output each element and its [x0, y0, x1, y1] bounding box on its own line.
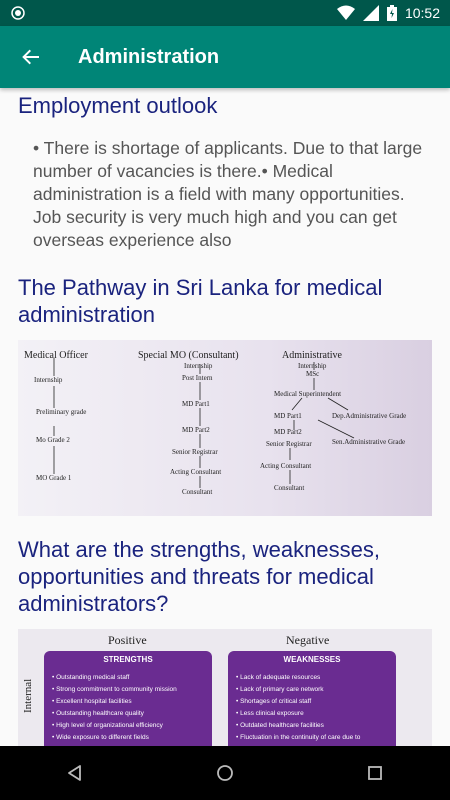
- swot-figure: [18, 629, 432, 746]
- pathway-node: Dep.Administrative Grade: [332, 412, 407, 420]
- pathway-node: Post Intern: [182, 374, 213, 382]
- pathway-node: MD Part2: [182, 426, 210, 434]
- back-triangle-icon[interactable]: [65, 763, 85, 783]
- pathway-node: Acting Consultant: [170, 468, 222, 476]
- pathway-node: MD Part2: [274, 428, 302, 436]
- pathway-node: Consultant: [274, 484, 305, 492]
- pathway-node: Sen.Administrative Grade: [332, 438, 406, 446]
- pathway-node: Mo Grade 2: [36, 436, 70, 444]
- app-bar: [0, 26, 450, 88]
- back-button[interactable]: [0, 26, 62, 88]
- pathway-node: Internship: [34, 376, 63, 384]
- page-title: Administration: [78, 45, 220, 68]
- back-arrow-icon: [21, 47, 41, 67]
- strength-item: • Wide exposure to different fields: [52, 732, 204, 744]
- weakness-item: • Outdated healthcare facilities: [236, 720, 388, 732]
- pathway-node: Internship: [298, 362, 327, 370]
- strength-item: • Strong commitment to community mission: [52, 684, 204, 696]
- weaknesses-box: [228, 651, 396, 746]
- employment-text: • There is shortage of applicants. Due to that large number of vacancies is there.• Medical administration is a field with many opportunities. Job security is very much high and you can get overseas experience also: [33, 138, 423, 250]
- pathway-figure: [18, 340, 432, 516]
- strength-item: • Outstanding medical staff: [52, 672, 204, 684]
- pathway-node: Medical Superintendent: [274, 390, 342, 398]
- strength-item: • Excellent hospital facilities: [52, 696, 204, 708]
- internal-label: Internal: [22, 678, 34, 713]
- weakness-item: • Less clinical exposure: [236, 708, 388, 720]
- pathway-node: MD Part1: [182, 400, 210, 408]
- status-bar: [0, 0, 450, 26]
- recents-square-icon[interactable]: [365, 763, 385, 783]
- pathway-node: Acting Consultant: [260, 462, 312, 470]
- pathway-col3-head: Administrative: [282, 350, 342, 361]
- pathway-node: MSc: [306, 370, 320, 378]
- status-time: 10:52: [404, 5, 440, 21]
- pathway-node: Preliminary grade: [36, 408, 87, 416]
- pathway-col1-head: Medical Officer: [24, 350, 88, 361]
- strengths-title: STRENGTHS: [103, 655, 153, 664]
- pathway-col2-head: Special MO (Consultant): [138, 350, 239, 361]
- pathway-node: Consultant: [182, 488, 213, 496]
- weakness-item: • Fluctuation in the continuity of care due to: [236, 732, 388, 744]
- notification-icon: [10, 5, 26, 21]
- pathway-node: MD Part1: [274, 412, 302, 420]
- system-nav-bar: [0, 746, 450, 800]
- pathway-node: Senior Registrar: [266, 440, 312, 448]
- pathway-arrows: [18, 340, 432, 516]
- strengths-box: [44, 651, 212, 746]
- employment-heading: Employment outlook: [18, 93, 218, 118]
- wifi-icon: [337, 5, 355, 21]
- swot-heading: What are the strengths, weaknesses, opportunities and threats for medical administrators?: [18, 537, 380, 616]
- strength-item: • High level of organizational efficiency: [52, 720, 204, 732]
- battery-icon: [387, 5, 397, 21]
- content-scroll[interactable]: [0, 88, 450, 746]
- weakness-item: • Lack of adequate resources: [236, 672, 388, 684]
- home-circle-icon[interactable]: [215, 763, 235, 783]
- pathway-node: Senior Registrar: [172, 448, 218, 456]
- strength-item: • Outstanding healthcare quality: [52, 708, 204, 720]
- negative-label: Negative: [286, 633, 330, 647]
- weakness-item: • Shortages of critical staff: [236, 696, 388, 708]
- weakness-item: • Lack of primary care network: [236, 684, 388, 696]
- pathway-heading: The Pathway in Sri Lanka for medical administration: [18, 275, 383, 327]
- pathway-node: MO Grade 1: [36, 474, 72, 482]
- signal-icon: [363, 5, 379, 21]
- weaknesses-title: WEAKNESSES: [283, 655, 341, 664]
- pathway-node: Internship: [184, 362, 213, 370]
- positive-label: Positive: [108, 633, 147, 647]
